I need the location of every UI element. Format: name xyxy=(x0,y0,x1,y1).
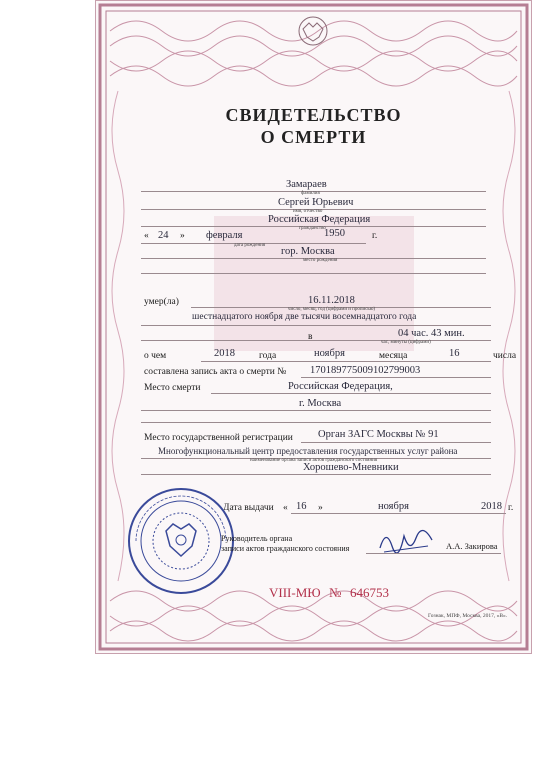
issue-date-label: Дата выдачи xyxy=(223,503,274,513)
record-year-label: года xyxy=(259,351,277,361)
birth-day-open-quote: « xyxy=(144,231,149,241)
official-seal-stamp xyxy=(126,486,236,596)
series-code: VIII-МЮ xyxy=(269,585,321,600)
head-name: А.А. Закирова xyxy=(446,541,498,551)
birth-date-caption: дата рождения xyxy=(234,243,266,248)
issue-day-open-quote: « xyxy=(283,503,288,513)
death-date-words: шестнадцатого ноября две тысячи восемнадцатого года xyxy=(192,312,417,322)
registration-line-c xyxy=(141,474,491,475)
number-sign: № xyxy=(329,585,342,600)
given-names-caption: имя, отчество xyxy=(293,209,323,214)
death-time-line xyxy=(141,340,491,341)
serial-number: 646753 xyxy=(350,585,389,600)
issue-date-line xyxy=(291,513,506,514)
surname-value: Замараев xyxy=(286,179,327,190)
blank-line-2 xyxy=(141,422,491,423)
issue-day-close-quote: » xyxy=(318,503,323,513)
record-about-label: о чем xyxy=(144,351,167,361)
died-label: умер(ла) xyxy=(144,297,179,307)
certificate-title-line1: СВИДЕТЕЛЬСТВО xyxy=(225,105,402,125)
place-of-death-line2: г. Москва xyxy=(299,398,342,409)
record-number-line xyxy=(301,377,491,378)
record-date-line xyxy=(201,361,491,362)
birth-year-value: 1950 xyxy=(324,228,345,239)
certificate-title-line2: О СМЕРТИ xyxy=(260,127,367,147)
citizenship-value: Российская Федерация xyxy=(268,214,371,225)
issue-year-suffix: г. xyxy=(508,503,514,513)
record-number-value: 170189775009102799003 xyxy=(310,365,421,376)
record-year-value: 2018 xyxy=(214,348,235,359)
head-label-line2: записи актов гражданского состояния xyxy=(221,544,350,553)
record-month-value: ноября xyxy=(314,348,345,359)
death-date-words-line xyxy=(141,325,491,326)
registration-line2: Многофункциональный центр предоставления государственных услуг района xyxy=(158,446,458,456)
surname-caption: фамилия xyxy=(301,191,320,196)
death-time-caption: час, минуты (цифрами) xyxy=(381,340,431,345)
registration-line3: Хорошево-Мневники xyxy=(303,462,399,473)
citizenship-caption: гражданство xyxy=(299,226,326,231)
birth-month-value: февраля xyxy=(206,230,243,241)
birth-year-suffix: г. xyxy=(372,231,378,241)
printer-note: Гознак, МПФ, Москва, 2017, «В». xyxy=(428,613,508,619)
place-of-death-line-b xyxy=(141,410,491,411)
registration-caption: наименование органа записи актов гражданского состояния xyxy=(250,458,378,463)
given-names-value: Сергей Юрьевич xyxy=(278,197,354,208)
death-time-value: 04 час. 43 мин. xyxy=(398,328,465,339)
registration-label: Место государственной регистрации xyxy=(144,433,293,443)
birth-day-value: 24 xyxy=(158,230,169,241)
record-day-value: 16 xyxy=(449,348,460,359)
record-day-label: числа xyxy=(493,351,517,361)
head-label-line1: Руководитель органа xyxy=(221,534,293,543)
registration-line-a xyxy=(301,442,491,443)
blank-line-1 xyxy=(141,273,486,274)
place-of-death-line1: Российская Федерация, xyxy=(288,381,393,392)
death-date-caption: число, месяц, год (цифрами и прописью) xyxy=(288,307,376,312)
place-of-death-label: Место смерти xyxy=(144,383,201,393)
certificate-sheet xyxy=(95,0,532,654)
issue-month-value: ноября xyxy=(378,501,409,512)
registration-line1: Орган ЗАГС Москвы № 91 xyxy=(318,429,439,440)
birth-place-value: гор. Москва xyxy=(281,246,335,257)
time-prefix: в xyxy=(308,332,313,342)
record-made-label: составлена запись акта о смерти № xyxy=(144,367,287,377)
issue-day-value: 16 xyxy=(296,501,307,512)
place-of-death-line-a xyxy=(211,393,491,394)
death-date-numeric: 16.11.2018 xyxy=(308,295,355,306)
record-month-label: месяца xyxy=(379,351,408,361)
birth-place-caption: место рождения xyxy=(303,258,338,263)
signature-line xyxy=(366,553,501,554)
issue-year-value: 2018 xyxy=(481,501,502,512)
signature-mark xyxy=(376,526,436,556)
birth-day-close-quote: » xyxy=(180,231,185,241)
